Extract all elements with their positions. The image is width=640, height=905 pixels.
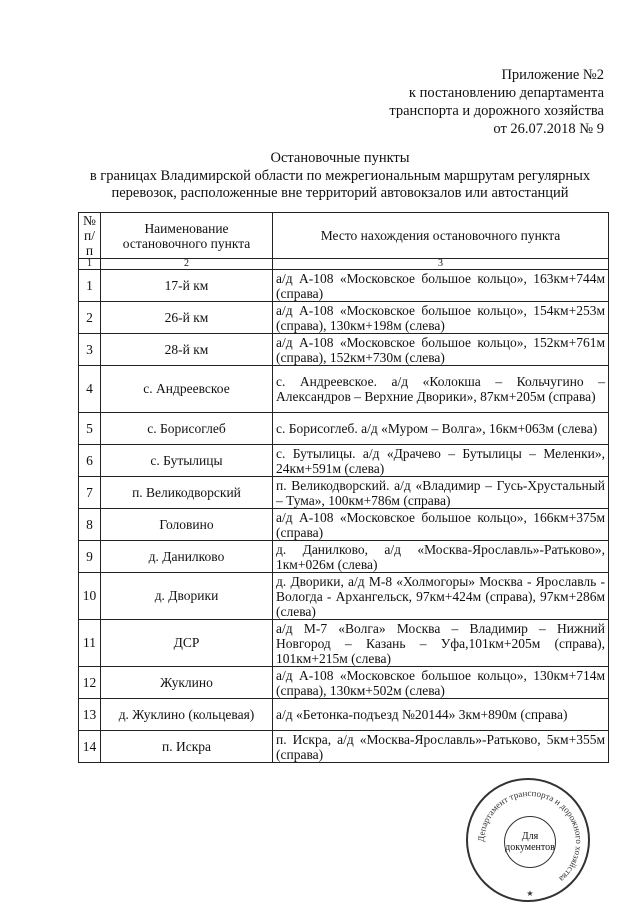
row-number: 11 bbox=[79, 620, 101, 667]
table-row bbox=[79, 731, 609, 763]
row-number: 5 bbox=[79, 413, 101, 445]
row-number: 4 bbox=[79, 366, 101, 413]
stamp-center-line-2: документов bbox=[505, 842, 555, 853]
column-index: 3 bbox=[273, 259, 609, 270]
stop-name: п. Великодворский bbox=[101, 477, 273, 509]
row-number: 7 bbox=[79, 477, 101, 509]
column-index-row bbox=[79, 259, 609, 270]
stop-name: с. Борисоглеб bbox=[101, 413, 273, 445]
table-row bbox=[79, 366, 609, 413]
column-index: 1 bbox=[79, 259, 101, 270]
row-number: 9 bbox=[79, 541, 101, 573]
stop-location: а/д А-108 «Московское большое кольцо», 166км+375м (справа) bbox=[273, 509, 609, 541]
table-row bbox=[79, 699, 609, 731]
stop-location: с. Бутылицы. а/д «Драчево – Бутылицы – Меленки», 24км+591м (слева) bbox=[273, 445, 609, 477]
stop-name: 26-й км bbox=[101, 302, 273, 334]
stop-name: Жуклино bbox=[101, 667, 273, 699]
row-number: 8 bbox=[79, 509, 101, 541]
stop-location: д. Данилково, а/д «Москва-Ярославль»-Ратьково», 1км+026м (слева) bbox=[273, 541, 609, 573]
stops-table bbox=[78, 212, 609, 763]
table-row bbox=[79, 620, 609, 667]
stop-name: ДСР bbox=[101, 620, 273, 667]
stop-name: Головино bbox=[101, 509, 273, 541]
stop-location: а/д А-108 «Московское большое кольцо», 154км+253м (справа), 130км+198м (слева) bbox=[273, 302, 609, 334]
appendix-header bbox=[344, 66, 604, 138]
stamp-ring-text: Департамент транспорта и дорожного хозяйства bbox=[475, 787, 585, 885]
row-number: 3 bbox=[79, 334, 101, 366]
table-row bbox=[79, 477, 609, 509]
stop-location: а/д А-108 «Московское большое кольцо», 130км+714м (справа), 130км+502м (слева) bbox=[273, 667, 609, 699]
row-number: 13 bbox=[79, 699, 101, 731]
stamp-star-icon: ★ bbox=[526, 889, 534, 898]
stop-location: п. Великодворский. а/д «Владимир – Гусь-Хрустальный – Тума», 100км+786м (справа) bbox=[273, 477, 609, 509]
table-row bbox=[79, 509, 609, 541]
appendix-line-4: от 26.07.2018 № 9 bbox=[493, 121, 604, 137]
table-row bbox=[79, 270, 609, 302]
row-number: 10 bbox=[79, 573, 101, 620]
header-num: № п/п bbox=[79, 213, 101, 259]
appendix-line-3: транспорта и дорожного хозяйства bbox=[389, 103, 604, 119]
title-line-1: Остановочные пункты bbox=[270, 150, 410, 166]
official-stamp bbox=[466, 778, 590, 902]
stop-name: 28-й км bbox=[101, 334, 273, 366]
stop-name: п. Искра bbox=[101, 731, 273, 763]
appendix-line-1: Приложение №2 bbox=[501, 67, 604, 83]
stop-location: а/д «Бетонка-подъезд №20144» 3км+890м (справа) bbox=[273, 699, 609, 731]
stop-name: д. Данилково bbox=[101, 541, 273, 573]
stop-location: д. Дворики, а/д М-8 «Холмогоры» Москва - Ярославль - Вологда - Архангельск, 97км+424м (справа), 97км+286м (слева) bbox=[273, 573, 609, 620]
row-number: 1 bbox=[79, 270, 101, 302]
stop-name: д. Дворики bbox=[101, 573, 273, 620]
table-row bbox=[79, 334, 609, 366]
table-row bbox=[79, 302, 609, 334]
table-header-row bbox=[79, 213, 609, 259]
row-number: 14 bbox=[79, 731, 101, 763]
title-line-2: в границах Владимирской области по межрегиональным маршрутам регулярных bbox=[89, 167, 591, 184]
header-name: Наименование остановочного пункта bbox=[101, 213, 273, 259]
row-number: 6 bbox=[79, 445, 101, 477]
stop-name: с. Бутылицы bbox=[101, 445, 273, 477]
column-index: 2 bbox=[101, 259, 273, 270]
appendix-line-2: к постановлению департамента bbox=[408, 85, 604, 101]
table-row bbox=[79, 413, 609, 445]
stop-name: д. Жуклино (кольцевая) bbox=[101, 699, 273, 731]
table-row bbox=[79, 573, 609, 620]
stop-name: с. Андреевское bbox=[101, 366, 273, 413]
stop-location: п. Искра, а/д «Москва-Ярославль»-Ратьково, 5км+355м (справа) bbox=[273, 731, 609, 763]
stop-name: 17-й км bbox=[101, 270, 273, 302]
table-row bbox=[79, 541, 609, 573]
stamp-center-line-1: Для bbox=[521, 831, 539, 842]
table-row bbox=[79, 667, 609, 699]
table-row bbox=[79, 445, 609, 477]
header-location: Место нахождения остановочного пункта bbox=[273, 213, 609, 259]
stop-location: с. Борисоглеб. а/д «Муром – Волга», 16км+063м (слева) bbox=[273, 413, 609, 445]
title-line-3: перевозок, расположенные вне территорий автовокзалов или автостанций bbox=[111, 185, 569, 201]
stops-table-body bbox=[79, 270, 609, 763]
stop-location: а/д М-7 «Волга» Москва – Владимир – Нижний Новгород – Казань – Уфа,101км+205м (справа), 101км+215м (слева) bbox=[273, 620, 609, 667]
stop-location: а/д А-108 «Московское большое кольцо», 163км+744м (справа) bbox=[273, 270, 609, 302]
stamp-center bbox=[504, 816, 556, 868]
row-number: 2 bbox=[79, 302, 101, 334]
stop-location: с. Андреевское. а/д «Колокша – Кольчугино – Александров – Верхние Дворики», 87км+205м (справа) bbox=[273, 366, 609, 413]
stop-location: а/д А-108 «Московское большое кольцо», 152км+761м (справа), 152км+730м (слева) bbox=[273, 334, 609, 366]
document-title bbox=[60, 150, 620, 203]
row-number: 12 bbox=[79, 667, 101, 699]
